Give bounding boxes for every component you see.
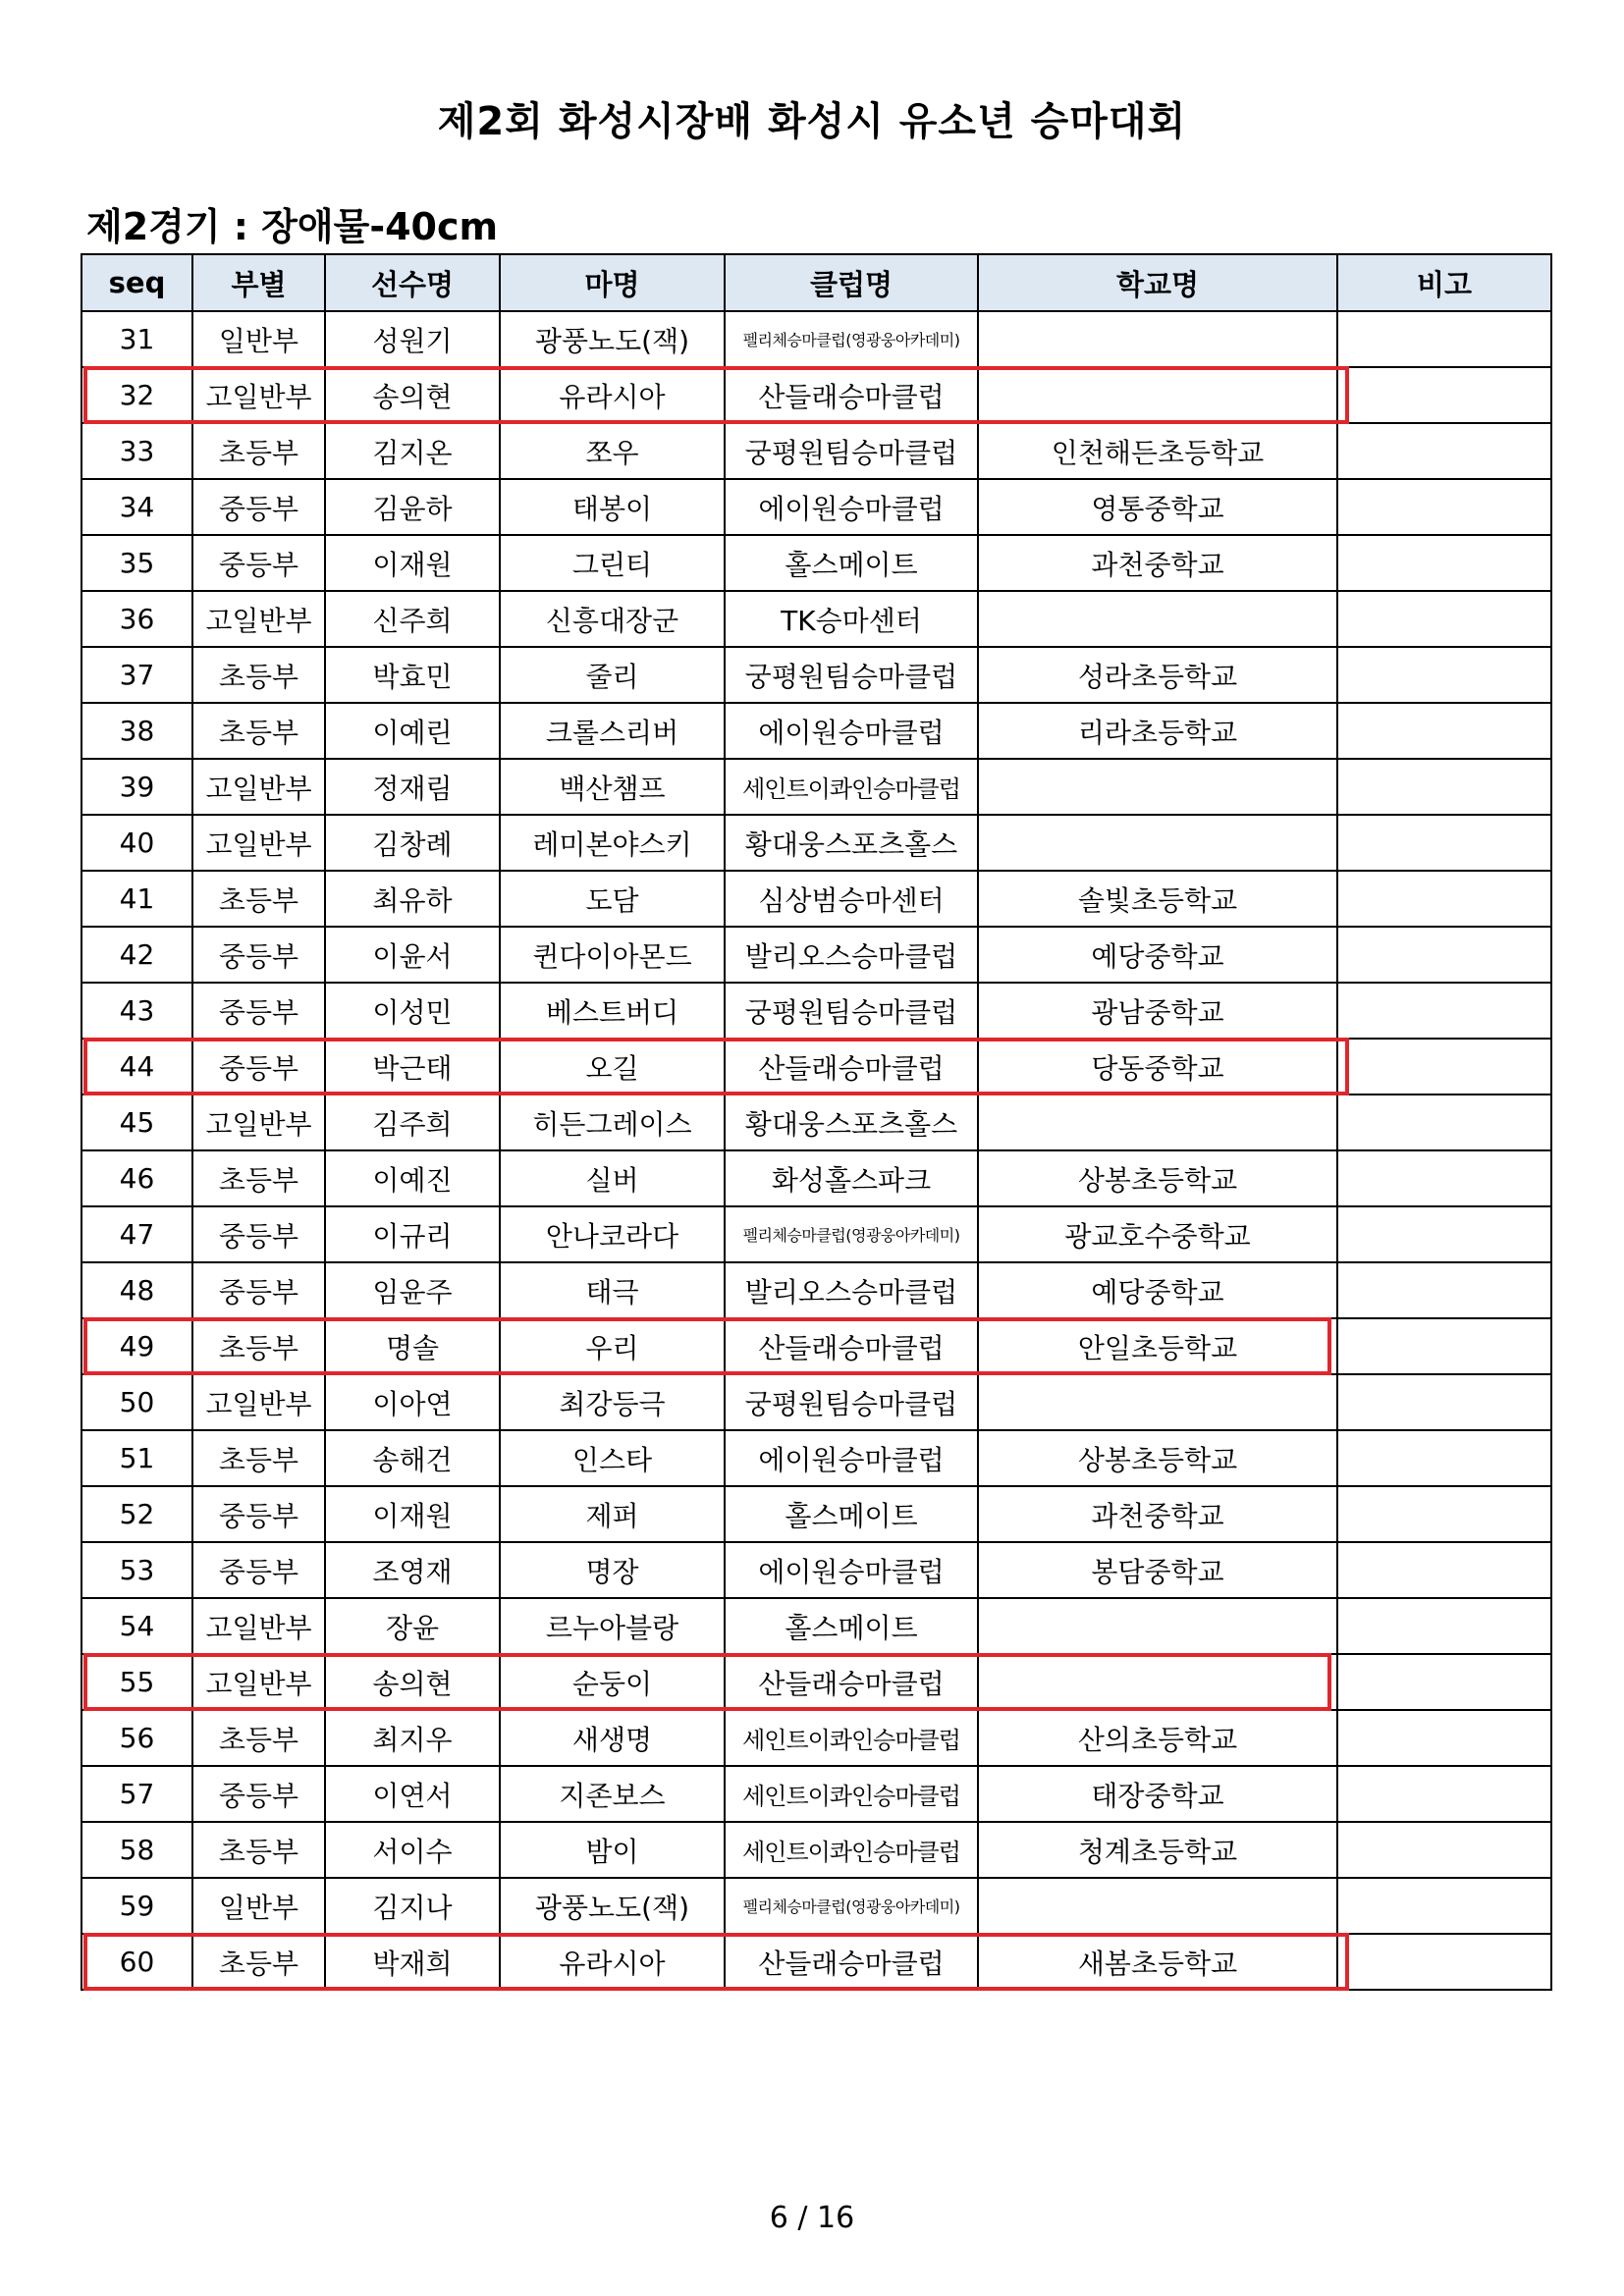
horse-name-cell: 유라시아 [500,1934,725,1990]
rider-name-cell: 최지우 [325,1710,500,1766]
division-cell: 고일반부 [192,759,325,815]
horse-name-cell: 안나코라다 [500,1206,725,1262]
school-name-cell [978,591,1337,647]
seq-cell: 51 [81,1430,192,1486]
division-cell: 초등부 [192,1430,325,1486]
rider-name-cell: 송의현 [325,1654,500,1710]
table-row [81,1039,1551,1095]
rider-name-cell: 정재림 [325,759,500,815]
table-row [81,759,1551,815]
seq-cell: 50 [81,1374,192,1430]
horse-name-cell: 퀸다이아몬드 [500,927,725,983]
remarks-cell [1337,423,1551,479]
seq-cell: 42 [81,927,192,983]
horse-name-cell: 태극 [500,1262,725,1318]
school-name-cell [978,815,1337,871]
rider-name-cell: 김지온 [325,423,500,479]
table-row [81,927,1551,983]
club-name-cell: 세인트이콰인승마클럽 [725,1822,978,1878]
rider-name-cell: 임윤주 [325,1262,500,1318]
horse-name-cell: 태봉이 [500,479,725,535]
rider-name-cell: 김창례 [325,815,500,871]
club-name-cell: 세인트이콰인승마클럽 [725,759,978,815]
horse-name-cell: 베스트버디 [500,983,725,1039]
school-name-cell: 당동중학교 [978,1039,1337,1095]
school-name-cell: 영통중학교 [978,479,1337,535]
school-name-cell: 안일초등학교 [978,1318,1337,1374]
division-cell: 고일반부 [192,1374,325,1430]
table-header-row [81,254,1551,311]
remarks-cell [1337,1262,1551,1318]
school-name-cell: 솔빛초등학교 [978,871,1337,927]
club-name-cell: 황대웅스포츠홀스 [725,1095,978,1150]
school-name-cell: 새봄초등학교 [978,1934,1337,1990]
school-name-cell: 과천중학교 [978,535,1337,591]
division-cell: 초등부 [192,1822,325,1878]
club-name-cell: 궁평원팀승마클럽 [725,647,978,703]
division-cell: 고일반부 [192,1654,325,1710]
table-row [81,1206,1551,1262]
school-name-cell [978,1374,1337,1430]
remarks-cell [1337,1654,1551,1710]
seq-cell: 53 [81,1542,192,1598]
seq-cell: 31 [81,311,192,367]
rider-name-cell: 서이수 [325,1822,500,1878]
club-name-cell: 펠리체승마클럽(영광웅아카데미) [725,1206,978,1262]
horse-name-cell: 제퍼 [500,1486,725,1542]
seq-cell: 47 [81,1206,192,1262]
table-row [81,1934,1551,1990]
school-name-cell: 리라초등학교 [978,703,1337,759]
club-name-cell: 발리오스승마클럽 [725,927,978,983]
school-name-cell: 청계초등학교 [978,1822,1337,1878]
table-row [81,1318,1551,1374]
division-cell: 초등부 [192,423,325,479]
remarks-cell [1337,1822,1551,1878]
remarks-cell [1337,311,1551,367]
rider-name-cell: 김지나 [325,1878,500,1934]
remarks-cell [1337,1934,1551,1990]
remarks-cell [1337,703,1551,759]
seq-cell: 34 [81,479,192,535]
school-name-cell [978,1598,1337,1654]
division-cell: 초등부 [192,871,325,927]
club-name-cell: 산들래승마클럽 [725,1934,978,1990]
rider-name-cell: 장윤 [325,1598,500,1654]
division-cell: 중등부 [192,1039,325,1095]
rider-name-cell: 이연서 [325,1766,500,1822]
remarks-cell [1337,983,1551,1039]
table-row [81,423,1551,479]
school-name-cell: 과천중학교 [978,1486,1337,1542]
seq-cell: 43 [81,983,192,1039]
division-cell: 고일반부 [192,1598,325,1654]
table-row [81,983,1551,1039]
rider-name-cell: 박효민 [325,647,500,703]
seq-cell: 48 [81,1262,192,1318]
club-name-cell: 홀스메이트 [725,1598,978,1654]
school-name-cell [978,367,1337,423]
remarks-cell [1337,367,1551,423]
school-name-cell [978,759,1337,815]
rider-name-cell: 이아연 [325,1374,500,1430]
division-cell: 중등부 [192,1262,325,1318]
club-name-cell: 궁평원팀승마클럽 [725,983,978,1039]
remarks-cell [1337,927,1551,983]
table-row [81,1542,1551,1598]
horse-name-cell: 오길 [500,1039,725,1095]
club-name-cell: 화성홀스파크 [725,1150,978,1206]
club-name-cell: 산들래승마클럽 [725,1654,978,1710]
horse-name-cell: 그린티 [500,535,725,591]
club-name-cell: 에이원승마클럽 [725,1542,978,1598]
table-row [81,535,1551,591]
club-name-cell: 산들래승마클럽 [725,1318,978,1374]
school-name-cell: 산의초등학교 [978,1710,1337,1766]
seq-cell: 60 [81,1934,192,1990]
remarks-cell [1337,759,1551,815]
remarks-cell [1337,535,1551,591]
horse-name-cell: 광풍노도(잭) [500,1878,725,1934]
remarks-cell [1337,647,1551,703]
school-name-cell [978,311,1337,367]
club-name-cell: 세인트이콰인승마클럽 [725,1710,978,1766]
division-cell: 초등부 [192,647,325,703]
remarks-cell [1337,1430,1551,1486]
remarks-cell [1337,1542,1551,1598]
club-name-cell: 심상범승마센터 [725,871,978,927]
division-cell: 초등부 [192,703,325,759]
seq-cell: 35 [81,535,192,591]
horse-name-cell: 순둥이 [500,1654,725,1710]
club-name-cell: 에이원승마클럽 [725,703,978,759]
division-cell: 초등부 [192,1710,325,1766]
division-cell: 고일반부 [192,591,325,647]
division-cell: 중등부 [192,1206,325,1262]
horse-name-cell: 유라시아 [500,367,725,423]
school-name-cell: 예당중학교 [978,1262,1337,1318]
club-name-cell: 홀스메이트 [725,1486,978,1542]
horse-name-cell: 지존보스 [500,1766,725,1822]
horse-name-cell: 도담 [500,871,725,927]
header-club-name: 클럽명 [725,254,978,311]
remarks-cell [1337,1150,1551,1206]
table-row [81,1430,1551,1486]
seq-cell: 32 [81,367,192,423]
school-name-cell: 태장중학교 [978,1766,1337,1822]
school-name-cell: 봉담중학교 [978,1542,1337,1598]
header-seq: seq [81,254,192,311]
table-row [81,1654,1551,1710]
seq-cell: 41 [81,871,192,927]
division-cell: 고일반부 [192,1095,325,1150]
club-name-cell: 궁평원팀승마클럽 [725,423,978,479]
horse-name-cell: 크롤스리버 [500,703,725,759]
school-name-cell: 예당중학교 [978,927,1337,983]
table-row [81,647,1551,703]
header-rider-name: 선수명 [325,254,500,311]
club-name-cell: 황대웅스포츠홀스 [725,815,978,871]
seq-cell: 36 [81,591,192,647]
remarks-cell [1337,591,1551,647]
table-row [81,367,1551,423]
division-cell: 초등부 [192,1150,325,1206]
seq-cell: 58 [81,1822,192,1878]
seq-cell: 40 [81,815,192,871]
division-cell: 고일반부 [192,367,325,423]
table-row [81,591,1551,647]
school-name-cell: 상봉초등학교 [978,1430,1337,1486]
table-row [81,1374,1551,1430]
table-row [81,1262,1551,1318]
remarks-cell [1337,1766,1551,1822]
division-cell: 중등부 [192,1486,325,1542]
seq-cell: 57 [81,1766,192,1822]
rider-name-cell: 이예린 [325,703,500,759]
division-cell: 초등부 [192,1934,325,1990]
table-row [81,311,1551,367]
remarks-cell [1337,1206,1551,1262]
horse-name-cell: 줄리 [500,647,725,703]
rider-name-cell: 명솔 [325,1318,500,1374]
horse-name-cell: 우리 [500,1318,725,1374]
division-cell: 일반부 [192,1878,325,1934]
page-number: 6 / 16 [769,2201,855,2235]
club-name-cell: 세인트이콰인승마클럽 [725,1766,978,1822]
table-row [81,703,1551,759]
seq-cell: 49 [81,1318,192,1374]
club-name-cell: 에이원승마클럽 [725,479,978,535]
school-name-cell [978,1654,1337,1710]
document-title: 제2회 화성시장배 화성시 유소년 승마대회 [437,99,1187,144]
rider-name-cell: 김주희 [325,1095,500,1150]
seq-cell: 56 [81,1710,192,1766]
rider-name-cell: 이윤서 [325,927,500,983]
horse-name-cell: 신흥대장군 [500,591,725,647]
seq-cell: 39 [81,759,192,815]
remarks-cell [1337,1095,1551,1150]
seq-cell: 55 [81,1654,192,1710]
seq-cell: 44 [81,1039,192,1095]
rider-name-cell: 이성민 [325,983,500,1039]
remarks-cell [1337,871,1551,927]
horse-name-cell: 쪼우 [500,423,725,479]
horse-name-cell: 르누아블랑 [500,1598,725,1654]
remarks-cell [1337,1486,1551,1542]
rider-name-cell: 송해건 [325,1430,500,1486]
division-cell: 중등부 [192,983,325,1039]
horse-name-cell: 실버 [500,1150,725,1206]
seq-cell: 38 [81,703,192,759]
remarks-cell [1337,479,1551,535]
rider-name-cell: 최유하 [325,871,500,927]
rider-name-cell: 신주희 [325,591,500,647]
table-row [81,1150,1551,1206]
remarks-cell [1337,1374,1551,1430]
rider-name-cell: 이규리 [325,1206,500,1262]
remarks-cell [1337,815,1551,871]
table-row [81,871,1551,927]
horse-name-cell: 광풍노도(잭) [500,311,725,367]
school-name-cell: 광남중학교 [978,983,1337,1039]
club-name-cell: 펠리체승마클럽(영광웅아카데미) [725,1878,978,1934]
rider-name-cell: 송의현 [325,367,500,423]
division-cell: 고일반부 [192,815,325,871]
remarks-cell [1337,1039,1551,1095]
school-name-cell: 인천해든초등학교 [978,423,1337,479]
rider-name-cell: 이재원 [325,535,500,591]
entries-table [81,253,1552,1991]
table-row [81,1095,1551,1150]
club-name-cell: 산들래승마클럽 [725,1039,978,1095]
table-row [81,1710,1551,1766]
table-body [81,311,1551,1990]
division-cell: 중등부 [192,535,325,591]
horse-name-cell: 히든그레이스 [500,1095,725,1150]
division-cell: 일반부 [192,311,325,367]
division-cell: 초등부 [192,1318,325,1374]
header-remarks: 비고 [1337,254,1551,311]
rider-name-cell: 박재희 [325,1934,500,1990]
horse-name-cell: 레미본야스키 [500,815,725,871]
remarks-cell [1337,1878,1551,1934]
school-name-cell: 광교호수중학교 [978,1206,1337,1262]
table-row [81,479,1551,535]
table-row [81,815,1551,871]
division-cell: 중등부 [192,1766,325,1822]
seq-cell: 59 [81,1878,192,1934]
table-row [81,1766,1551,1822]
header-division: 부별 [192,254,325,311]
horse-name-cell: 최강등극 [500,1374,725,1430]
seq-cell: 45 [81,1095,192,1150]
rider-name-cell: 김윤하 [325,479,500,535]
club-name-cell: 홀스메이트 [725,535,978,591]
header-horse-name: 마명 [500,254,725,311]
school-name-cell [978,1095,1337,1150]
remarks-cell [1337,1598,1551,1654]
seq-cell: 46 [81,1150,192,1206]
rider-name-cell: 성원기 [325,311,500,367]
event-title: 제2경기 : 장애물-40cm [86,205,499,248]
seq-cell: 52 [81,1486,192,1542]
table-row [81,1486,1551,1542]
horse-name-cell: 인스타 [500,1430,725,1486]
club-name-cell: TK승마센터 [725,591,978,647]
remarks-cell [1337,1710,1551,1766]
school-name-cell: 성라초등학교 [978,647,1337,703]
club-name-cell: 에이원승마클럽 [725,1430,978,1486]
remarks-cell [1337,1318,1551,1374]
horse-name-cell: 백산챔프 [500,759,725,815]
club-name-cell: 펠리체승마클럽(영광웅아카데미) [725,311,978,367]
school-name-cell: 상봉초등학교 [978,1150,1337,1206]
division-cell: 중등부 [192,1542,325,1598]
club-name-cell: 발리오스승마클럽 [725,1262,978,1318]
seq-cell: 37 [81,647,192,703]
table-row [81,1598,1551,1654]
seq-cell: 33 [81,423,192,479]
horse-name-cell: 새생명 [500,1710,725,1766]
division-cell: 중등부 [192,479,325,535]
table-row [81,1878,1551,1934]
rider-name-cell: 박근태 [325,1039,500,1095]
club-name-cell: 산들래승마클럽 [725,367,978,423]
rider-name-cell: 이재원 [325,1486,500,1542]
horse-name-cell: 명장 [500,1542,725,1598]
seq-cell: 54 [81,1598,192,1654]
header-school-name: 학교명 [978,254,1337,311]
rider-name-cell: 조영재 [325,1542,500,1598]
division-cell: 중등부 [192,927,325,983]
horse-name-cell: 밤이 [500,1822,725,1878]
club-name-cell: 궁평원팀승마클럽 [725,1374,978,1430]
table-row [81,1822,1551,1878]
school-name-cell [978,1878,1337,1934]
rider-name-cell: 이예진 [325,1150,500,1206]
